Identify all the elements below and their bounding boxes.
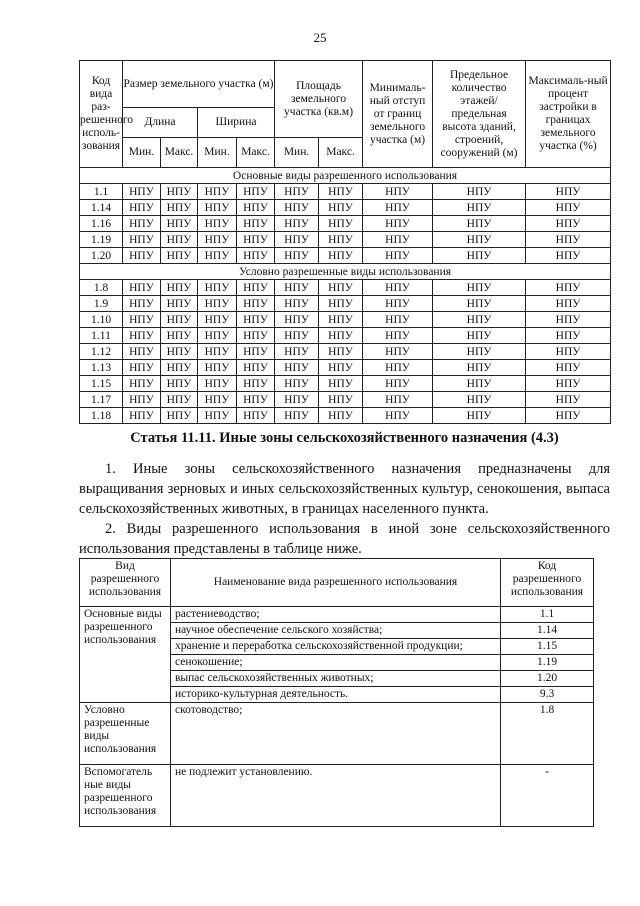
table-cell: НПУ xyxy=(161,200,198,216)
use-code: 1.20 xyxy=(501,671,594,687)
table-row xyxy=(80,765,594,827)
header-area: Площадь земельного участка (кв.м) xyxy=(275,61,363,138)
use-code: 1.19 xyxy=(501,655,594,671)
use-code: 1.14 xyxy=(501,623,594,639)
table-cell: НПУ xyxy=(363,344,433,360)
table-cell: НПУ xyxy=(237,328,275,344)
table-cell: НПУ xyxy=(363,184,433,200)
table-cell: НПУ xyxy=(198,184,237,200)
table-cell: НПУ xyxy=(198,408,237,424)
table-cell: 1.13 xyxy=(80,360,123,376)
table-cell: НПУ xyxy=(526,328,611,344)
table-cell: НПУ xyxy=(433,376,526,392)
table-cell: НПУ xyxy=(526,232,611,248)
table-cell: НПУ xyxy=(433,232,526,248)
table-cell: НПУ xyxy=(237,280,275,296)
use-code: 9.3 xyxy=(501,687,594,703)
use-code: 1.15 xyxy=(501,639,594,655)
table-cell: НПУ xyxy=(526,344,611,360)
table-cell: НПУ xyxy=(319,360,363,376)
table-cell: НПУ xyxy=(123,280,161,296)
use-name: выпас сельскохозяйственных животных; xyxy=(171,671,501,687)
table-row xyxy=(80,232,611,248)
table-cell: НПУ xyxy=(433,184,526,200)
table-cell: НПУ xyxy=(123,312,161,328)
header-length: Длина xyxy=(123,108,198,138)
table-row xyxy=(80,280,611,296)
table-cell: НПУ xyxy=(275,296,319,312)
header-min: Мин. xyxy=(198,138,237,168)
table-cell: НПУ xyxy=(161,408,198,424)
table-cell: НПУ xyxy=(237,296,275,312)
table-cell: НПУ xyxy=(161,280,198,296)
table-cell: НПУ xyxy=(433,392,526,408)
table-row xyxy=(80,607,594,623)
use-code: 1.8 xyxy=(501,703,594,765)
table-cell: НПУ xyxy=(363,312,433,328)
table-cell: НПУ xyxy=(161,360,198,376)
table-cell: НПУ xyxy=(319,328,363,344)
table-cell: НПУ xyxy=(161,312,198,328)
section-main-label: Основные виды разрешенного использования xyxy=(80,168,611,184)
table-row xyxy=(80,408,611,424)
table-cell: НПУ xyxy=(198,248,237,264)
table-cell: НПУ xyxy=(526,280,611,296)
table-cell: НПУ xyxy=(319,392,363,408)
table-cell: НПУ xyxy=(237,248,275,264)
table-cell: НПУ xyxy=(123,408,161,424)
table-cell: НПУ xyxy=(161,296,198,312)
table-cell: НПУ xyxy=(275,184,319,200)
header-min: Мин. xyxy=(123,138,161,168)
table-cell: 1.19 xyxy=(80,232,123,248)
table-row xyxy=(80,296,611,312)
table-cell: НПУ xyxy=(237,232,275,248)
table-cell: НПУ xyxy=(363,200,433,216)
table-cell: НПУ xyxy=(319,312,363,328)
use-code: - xyxy=(501,765,594,827)
table-cell: НПУ xyxy=(526,408,611,424)
header-code: Код вида раз-решенного исполь-зования xyxy=(80,61,123,168)
table-cell: НПУ xyxy=(526,392,611,408)
header-min: Мин. xyxy=(275,138,319,168)
table-cell: НПУ xyxy=(363,280,433,296)
table-cell: НПУ xyxy=(433,248,526,264)
table-cell: НПУ xyxy=(198,360,237,376)
table-cell: НПУ xyxy=(319,296,363,312)
table-cell: НПУ xyxy=(319,280,363,296)
table-cell: НПУ xyxy=(198,296,237,312)
table-cell: НПУ xyxy=(123,376,161,392)
page-number: 25 xyxy=(313,30,327,45)
table-cell: НПУ xyxy=(237,392,275,408)
table-cell: НПУ xyxy=(433,408,526,424)
table-cell: НПУ xyxy=(275,200,319,216)
use-name: хранение и переработка сельскохозяйственной продукции; xyxy=(171,639,501,655)
use-code: 1.1 xyxy=(501,607,594,623)
table-cell: НПУ xyxy=(526,360,611,376)
table-row xyxy=(80,392,611,408)
table-cell: НПУ xyxy=(275,344,319,360)
table-cell: НПУ xyxy=(526,376,611,392)
table-cell: НПУ xyxy=(526,216,611,232)
table-cell: НПУ xyxy=(161,376,198,392)
table-cell: НПУ xyxy=(198,280,237,296)
table-cell: НПУ xyxy=(275,392,319,408)
table-cell: НПУ xyxy=(319,200,363,216)
group-label: Условно разрешенные виды использования xyxy=(80,703,171,765)
group-label: Вспомогатель ные виды разрешенного использования xyxy=(80,765,171,827)
table-cell: НПУ xyxy=(237,184,275,200)
table-cell: НПУ xyxy=(275,216,319,232)
header-floors: Предельное количество этажей/ предельная высота зданий, строений, сооружений (м) xyxy=(433,61,526,168)
table-cell: НПУ xyxy=(123,232,161,248)
use-name: историко-культурная деятельность. xyxy=(171,687,501,703)
parameters-table xyxy=(79,60,611,424)
table-cell: НПУ xyxy=(433,328,526,344)
table-cell: НПУ xyxy=(123,248,161,264)
use-name: научное обеспечение сельского хозяйства; xyxy=(171,623,501,639)
table-cell: НПУ xyxy=(237,200,275,216)
table-cell: НПУ xyxy=(433,360,526,376)
table-cell: НПУ xyxy=(433,312,526,328)
table-cell: НПУ xyxy=(433,344,526,360)
table-cell: НПУ xyxy=(319,248,363,264)
header-name: Наименование вида разрешенного использования xyxy=(171,559,501,607)
table-cell: НПУ xyxy=(198,328,237,344)
table-cell: 1.10 xyxy=(80,312,123,328)
table-cell: НПУ xyxy=(198,312,237,328)
table-row xyxy=(80,200,611,216)
table-cell: НПУ xyxy=(123,200,161,216)
table-cell: НПУ xyxy=(237,360,275,376)
table-cell: НПУ xyxy=(237,376,275,392)
table-cell: 1.9 xyxy=(80,296,123,312)
table-cell: НПУ xyxy=(161,392,198,408)
table-cell: НПУ xyxy=(237,344,275,360)
table-cell: НПУ xyxy=(123,360,161,376)
use-name: растениеводство; xyxy=(171,607,501,623)
header-width: Ширина xyxy=(198,108,275,138)
header-percent: Максималь-ный процент застройки в границах земельного участка (%) xyxy=(526,61,611,168)
table-cell: НПУ xyxy=(319,408,363,424)
table-row xyxy=(80,328,611,344)
group-label: Основные виды разрешенного использования xyxy=(80,607,171,703)
table-row xyxy=(80,184,611,200)
table-cell: НПУ xyxy=(123,392,161,408)
table-cell: НПУ xyxy=(198,232,237,248)
table-cell: 1.12 xyxy=(80,344,123,360)
table-cell: НПУ xyxy=(433,216,526,232)
table-cell: НПУ xyxy=(319,344,363,360)
table-cell: НПУ xyxy=(275,232,319,248)
table-cell: НПУ xyxy=(275,248,319,264)
table-cell: НПУ xyxy=(433,280,526,296)
table-row xyxy=(80,248,611,264)
table-cell: НПУ xyxy=(161,232,198,248)
table-row xyxy=(80,312,611,328)
table-cell: НПУ xyxy=(526,184,611,200)
table-cell: НПУ xyxy=(433,200,526,216)
table-cell: НПУ xyxy=(363,392,433,408)
table-cell: НПУ xyxy=(198,216,237,232)
table-row xyxy=(80,360,611,376)
table-cell: НПУ xyxy=(123,296,161,312)
table-cell: НПУ xyxy=(275,328,319,344)
table-row xyxy=(80,703,594,765)
header-code: Код разрешенного использования xyxy=(501,559,594,607)
table-cell: НПУ xyxy=(275,376,319,392)
paragraph-2: 2. Виды разрешенного использования в иной зоне сельскохозяйственного использования представлены в таблице ниже. xyxy=(79,521,610,557)
header-kind: Вид разрешенного использования xyxy=(80,559,171,607)
table-cell: НПУ xyxy=(161,216,198,232)
table-cell: НПУ xyxy=(363,296,433,312)
header-indent: Минималь-ный отступ от границ земельного участка (м) xyxy=(363,61,433,168)
permitted-uses-table xyxy=(79,558,594,827)
use-name: не подлежит установлению. xyxy=(171,765,501,827)
table-cell: 1.15 xyxy=(80,376,123,392)
table-cell: НПУ xyxy=(526,296,611,312)
table-cell: НПУ xyxy=(123,328,161,344)
table-cell: НПУ xyxy=(363,232,433,248)
table-cell: 1.16 xyxy=(80,216,123,232)
table-cell: НПУ xyxy=(526,248,611,264)
table-row xyxy=(80,376,611,392)
table-cell: НПУ xyxy=(123,184,161,200)
table-cell: 1.1 xyxy=(80,184,123,200)
table-cell: НПУ xyxy=(123,344,161,360)
section-conditional-label: Условно разрешенные виды использования xyxy=(80,264,611,280)
table-cell: НПУ xyxy=(275,408,319,424)
table-row xyxy=(80,216,611,232)
table-cell: НПУ xyxy=(363,248,433,264)
table-cell: НПУ xyxy=(198,376,237,392)
table-cell: НПУ xyxy=(161,344,198,360)
table-cell: НПУ xyxy=(526,200,611,216)
table-cell: НПУ xyxy=(161,328,198,344)
table-cell: 1.17 xyxy=(80,392,123,408)
table-cell: 1.18 xyxy=(80,408,123,424)
table-cell: НПУ xyxy=(319,184,363,200)
table-cell: НПУ xyxy=(161,184,198,200)
table-cell: НПУ xyxy=(363,408,433,424)
table-cell: НПУ xyxy=(526,312,611,328)
header-max: Макс. xyxy=(161,138,198,168)
table-cell: НПУ xyxy=(198,200,237,216)
table-cell: 1.14 xyxy=(80,200,123,216)
table-cell: 1.11 xyxy=(80,328,123,344)
use-name: скотоводство; xyxy=(171,703,501,765)
header-max: Макс. xyxy=(319,138,363,168)
table-cell: НПУ xyxy=(363,216,433,232)
table-cell: НПУ xyxy=(363,360,433,376)
table-cell: НПУ xyxy=(123,216,161,232)
table-cell: НПУ xyxy=(363,376,433,392)
use-name: сенокошение; xyxy=(171,655,501,671)
table-cell: НПУ xyxy=(198,344,237,360)
table-cell: НПУ xyxy=(275,280,319,296)
table-cell: НПУ xyxy=(319,232,363,248)
paragraph-1: 1. Иные зоны сельскохозяйственного назначения предназначены для выращивания зерновых и иных сельскохозяйственных культур, сенокошения, выпаса сельскохозяйственных животных, в границах населенного пункта. xyxy=(79,461,610,517)
table-cell: НПУ xyxy=(198,392,237,408)
table-cell: НПУ xyxy=(237,312,275,328)
article-heading: Статья 11.11. Иные зоны сельскохозяйственного назначения (4.3) xyxy=(130,430,559,446)
table-cell: НПУ xyxy=(319,216,363,232)
table-cell: НПУ xyxy=(363,328,433,344)
table-cell: НПУ xyxy=(275,360,319,376)
table-cell: НПУ xyxy=(433,296,526,312)
header-max: Макс. xyxy=(237,138,275,168)
table-cell: 1.20 xyxy=(80,248,123,264)
table-cell: НПУ xyxy=(237,216,275,232)
table-cell: 1.8 xyxy=(80,280,123,296)
header-size: Размер земельного участка (м) xyxy=(123,61,275,108)
table-cell: НПУ xyxy=(161,248,198,264)
table-row xyxy=(80,344,611,360)
table-cell: НПУ xyxy=(237,408,275,424)
table-cell: НПУ xyxy=(275,312,319,328)
table-cell: НПУ xyxy=(319,376,363,392)
